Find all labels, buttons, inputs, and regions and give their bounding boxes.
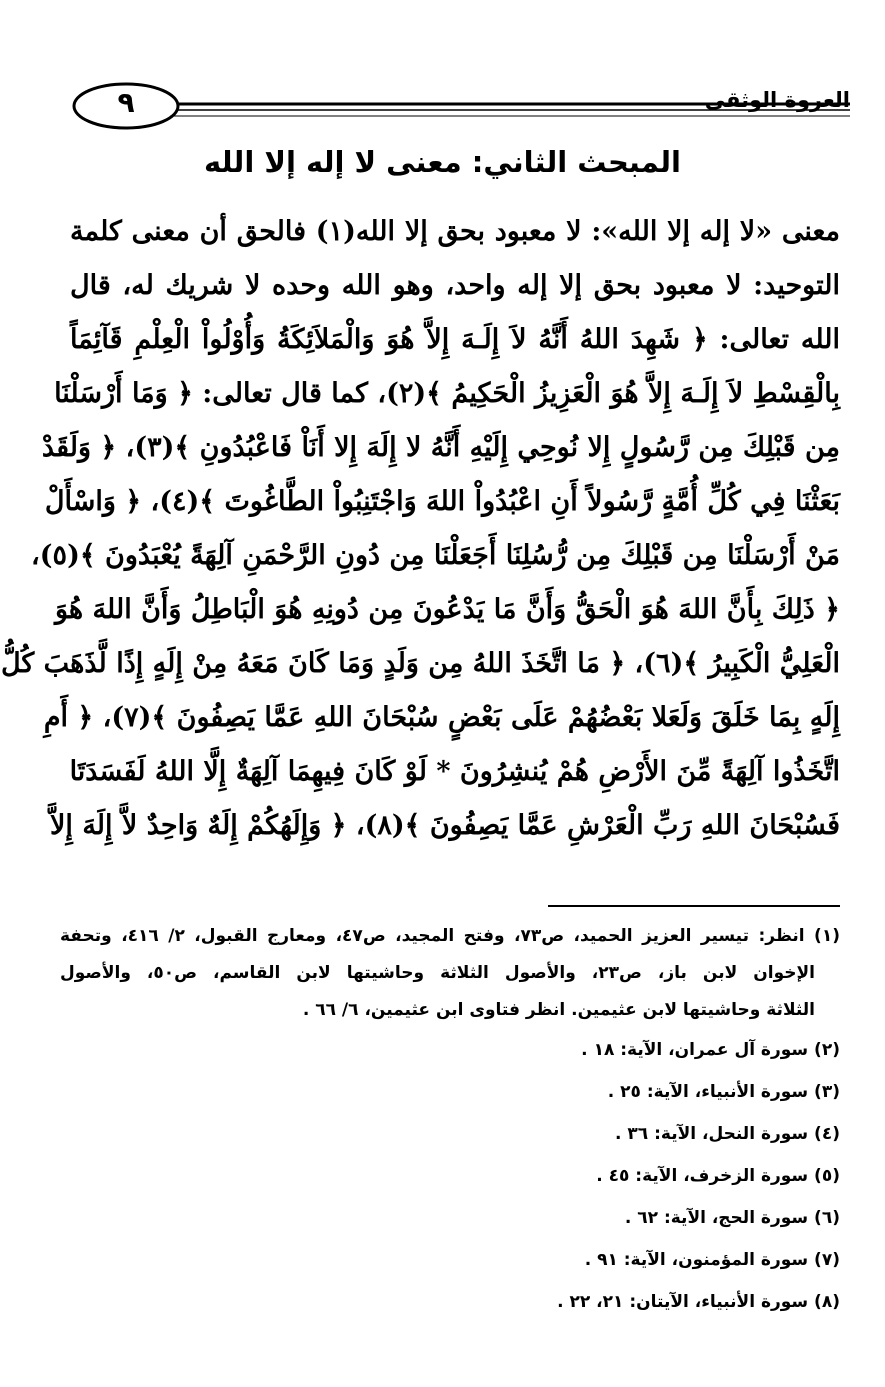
text-line: فَسُبْحَانَ اللهِ رَبِّ الْعَرْشِ عَمَّا يَصِفُونَ ﴾(٨)، ﴿ وَإِلَهُكُمْ إِلَهٌ وَاحِدٌ لاَّ إِلَهَ إِلاَّ <box>50 810 840 841</box>
text-line: بِالْقِسْطِ لاَ إِلَـهَ إِلاَّ هُوَ الْعَزِيزُ الْحَكِيمُ ﴾(٢)، كما قال تعالى: ﴿ وَمَا أَرْسَلْنَا <box>54 378 840 409</box>
text-line: معنى «لا إله إلا الله»: لا معبود بحق إلا الله(١) فالحق أن معنى كلمة <box>70 216 840 247</box>
text-line: اتَّخَذُوا آلِهَةً مِّنَ الأَرْضِ هُمْ يُنشِرُونَ * لَوْ كَانَ فِيهِمَا آلِهَةٌ إِلَّا اللهُ لَفَسَدَتَا <box>69 756 840 787</box>
footnotes <box>60 918 840 1323</box>
text-line: ﴿ ذَلِكَ بِأَنَّ اللهَ هُوَ الْحَقُّ وَأَنَّ مَا يَدْعُونَ مِن دُونِهِ هُوَ الْبَاطِلُ وَأَنَّ اللهَ هُوَ <box>54 594 840 625</box>
footnote-line: الإخوان لابن باز، ص٢٣، والأصول الثلاثة وحاشيتها لابن القاسم، ص٥٠، والأصول <box>60 963 816 983</box>
footnote-divider <box>548 905 840 907</box>
body-text <box>0 205 840 853</box>
section-title: المبحث الثاني: معنى لا إله إلا الله <box>204 145 681 179</box>
page-number: ٩ <box>117 86 135 119</box>
text-line: الْعَلِيُّ الْكَبِيرُ ﴾(٦)، ﴿ مَا اتَّخَذَ اللهُ مِن وَلَدٍ وَمَا كَانَ مَعَهُ مِنْ إِلَهٍ إِذًا لَّذَهَبَ كُلُّ <box>0 648 840 679</box>
text-line: مِن قَبْلِكَ مِن رَّسُولٍ إِلا نُوحِي إِلَيْهِ أَنَّهُ لا إِلَهَ إِلا أَنَاْ فَاعْبُدُونِ ﴾(٣)، ﴿ وَلَقَدْ <box>41 432 840 463</box>
footnote-6: (٦) سورة الحج، الآية: ٦٢ . <box>624 1208 840 1228</box>
footnote-line: الثلاثة وحاشيتها لابن عثيمين. انظر فتاوى ابن عثيمين، ٦/ ٦٦ . <box>302 1000 815 1020</box>
text-line: مَنْ أَرْسَلْنَا مِن قَبْلِكَ مِن رُّسُلِنَا أَجَعَلْنَا مِن دُونِ الرَّحْمَنِ آلِهَةً يُعْبَدُونَ ﴾(٥)، <box>31 540 840 571</box>
book-title: العروة الوثقى <box>704 88 850 112</box>
footnote-3: (٣) سورة الأنبياء، الآية: ٢٥ . <box>607 1082 840 1102</box>
footnote-4: (٤) سورة النحل، الآية: ٣٦ . <box>615 1124 840 1144</box>
text-line: الله تعالى: ﴿ شَهِدَ اللهُ أَنَّهُ لاَ إِلَـهَ إِلاَّ هُوَ وَالْمَلاَئِكَةُ وَأُوْلُواْ الْعِلْمِ قَآئِمَاً <box>70 324 840 355</box>
footnote-7: (٧) سورة المؤمنون، الآية: ٩١ . <box>584 1250 840 1270</box>
footnote-line: (١) انظر: تيسير العزيز الحميد، ص٧٣، وفتح المجيد، ص٤٧، ومعارج القبول، ٢/ ٤١٦، وتحفة <box>60 926 840 946</box>
text-line: التوحيد: لا معبود بحق إلا إله واحد، وهو الله وحده لا شريك له، قال <box>70 270 840 301</box>
text-line: بَعَثْنَا فِي كُلِّ أُمَّةٍ رَّسُولاً أَنِ اعْبُدُواْ اللهَ وَاجْتَنِبُواْ الطَّاغُوتَ ﴾(٤)، ﴿ وَاسْأَلْ <box>44 486 840 517</box>
footnote-1 <box>60 918 840 1029</box>
page-header <box>70 80 850 136</box>
footnote-8: (٨) سورة الأنبياء، الآيتان: ٢١، ٢٢ . <box>557 1292 840 1312</box>
footnote-2: (٢) سورة آل عمران، الآية: ١٨ . <box>581 1040 840 1060</box>
footnote-5: (٥) سورة الزخرف، الآية: ٤٥ . <box>596 1166 840 1186</box>
text-line: إِلَهٍ بِمَا خَلَقَ وَلَعَلا بَعْضُهُمْ عَلَى بَعْضٍ سُبْحَانَ اللهِ عَمَّا يَصِفُونَ ﴾(٧)، ﴿ أَمِ <box>43 702 840 733</box>
